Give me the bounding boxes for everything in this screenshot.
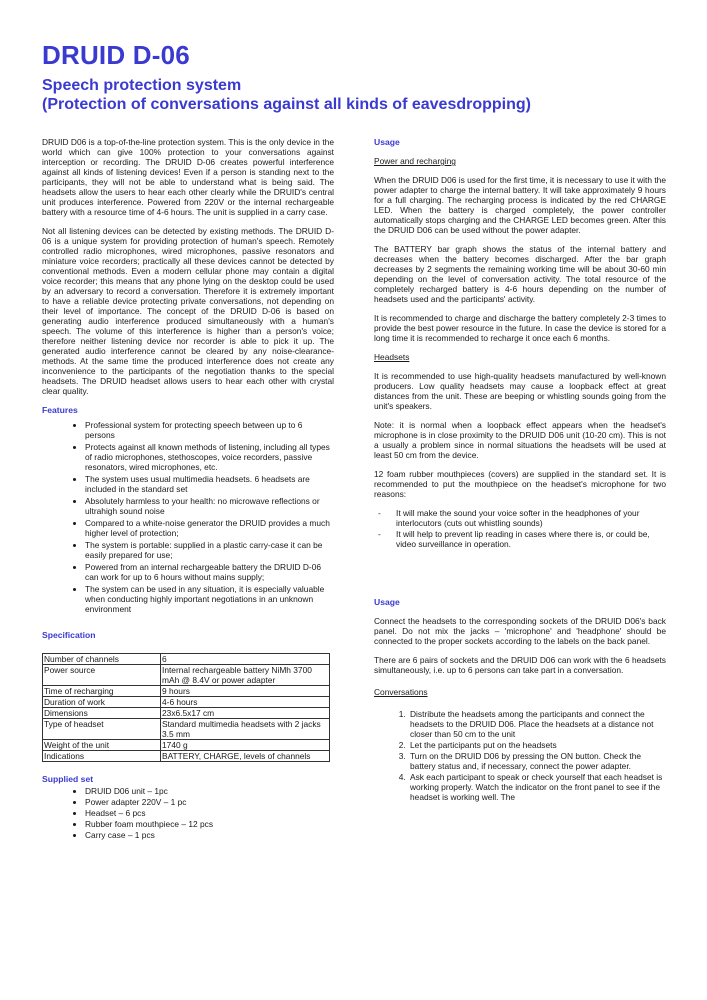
document-title: DRUID D-06 xyxy=(42,40,190,70)
spec-row xyxy=(43,751,330,762)
document-subtitle xyxy=(42,76,531,114)
feature-item: • Compared to a white-noise generator the DRUID provides a much higher level of protection; xyxy=(85,518,334,538)
spec-row xyxy=(43,719,330,740)
spec-value: 4-6 hours xyxy=(161,697,330,708)
spec-row xyxy=(43,686,330,697)
spec-value: 23x6.5x17 cm xyxy=(161,708,330,719)
conversation-step: 4. Ask each participant to speak or check yourself that each headset is working properly. Watch the indicator on the front panel to see if the headset is working well. The xyxy=(408,772,666,802)
usage-heading: Usage xyxy=(374,137,400,147)
spec-key: Power source xyxy=(43,665,161,686)
feature-item: • Powered from an internal rechargeable battery the DRUID D-06 can work for up to 6 hours without mains supply; xyxy=(85,562,334,582)
specification-heading: Specification xyxy=(42,630,96,640)
feature-item: • Professional system for protecting speech between up to 6 persons xyxy=(85,420,334,440)
connection-paragraph-1: Connect the headsets to the corresponding sockets of the DRUID D06's back panel. Do not mix the jacks – 'microphone' and 'headphone' should be connected to the proper sockets according to the labels on the back panel. xyxy=(374,616,666,646)
headsets-heading: Headsets xyxy=(374,352,410,362)
features-list xyxy=(42,420,334,614)
conversation-step: 1. Distribute the headsets among the participants and connect the headsets to the DRUID D06. Place the headsets at a distance not closer than 50 cm to the unit xyxy=(408,709,666,739)
spec-row xyxy=(43,665,330,686)
reason-item: - It will make the sound your voice softer in the headphones of your interlocutors (cuts out whistling sounds) xyxy=(374,508,666,528)
power-paragraph-1: When the DRUID D06 is used for the first time, it is necessary to use it with the power adapter to charge the internal battery. It will take approximately 9 hours for a full charging. The recharging process is indicated by the red CHARGE LED. When the battery is charged completely, the power controller automatically stops charging and the CHARGE LED becomes green. After this the DRUID D06 can be used without the power adapter. xyxy=(374,175,666,235)
spec-row xyxy=(43,697,330,708)
headsets-paragraph-2: Note: it is normal when a loopback effect appears when the headset's microphone is in close proximity to the DRUID D06 unit (10-20 cm). This is not a usually a problem since in normal situations the headsets will be used at least 50 cm from the device. xyxy=(374,420,666,460)
spec-row xyxy=(43,708,330,719)
features-heading: Features xyxy=(42,405,78,415)
spec-value: Internal rechargeable battery NiMh 3700 mAh @ 8.4V or power adapter xyxy=(161,665,330,686)
power-paragraph-2: The BATTERY bar graph shows the status of the internal battery and decreases when the battery becomes discharged. After the bar graph decreases by 2 segments the remaining working time will be about 30-60 min depending on the level of conversation activity. The total resource of the completely recharged battery is 4-6 hours depending on the number of headsets used and the participants' activity. xyxy=(374,244,666,304)
power-recharging-heading: Power and recharging xyxy=(374,156,456,166)
spec-row xyxy=(43,740,330,751)
supplied-item: • DRUID D06 unit – 1pc xyxy=(85,786,334,796)
conversation-steps-list xyxy=(374,709,666,802)
spec-row xyxy=(43,654,330,665)
headsets-paragraph-3: 12 foam rubber mouthpieces (covers) are supplied in the standard set. It is recommended to put the mouthpiece on the headset's microphone for two reasons: xyxy=(374,469,666,499)
spec-key: Type of headset xyxy=(43,719,161,740)
intro-paragraph-2: Not all listening devices can be detected by existing methods. The DRUID D-06 is a unique system for providing protection of human's speech. Remotely controlled radio microphones, wired microphones, passive resonators and miniature voice recorders; practically all these devices cannot be detected by conventional methods. Even a modern cellular phone may contain a digital voice recorder; this means that any phone lying on the desktop could be used by an adversary to record a conversation. Therefore it is extremely important to have a reliable device protecting private conversations, not depending on their level of importance. The concept of the DRUID D-06 is based on generating audio interference produced simultaneously with a human's speech. The volume of this interference is higher than a person's voice; therefore neither listening device nor recorder is able to pick it up. The generated audio interference cannot be cleared by any noise-clearance-methods. At the same time the produced interference does not create any inconvenience to the participants of the negotiation thanks to the special headsets. The DRUID headset allows users to hear each other with crystal clear quality. xyxy=(42,226,334,396)
supplied-item: • Headset – 6 pcs xyxy=(85,808,334,818)
feature-item: • Absolutely harmless to your health: no microwave reflections or ultrahigh sound noise xyxy=(85,496,334,516)
spec-key: Time of recharging xyxy=(43,686,161,697)
spec-value: 1740 g xyxy=(161,740,330,751)
spec-value: 6 xyxy=(161,654,330,665)
reason-item: - It will help to prevent lip reading in cases where there is, or could be, video surveillance in operation. xyxy=(374,529,666,549)
spec-key: Number of channels xyxy=(43,654,161,665)
left-column xyxy=(42,137,334,841)
usage-connection-heading: Usage xyxy=(374,597,400,607)
feature-item: • Protects against all known methods of listening, including all types of radio microphones, stethoscopes, voice recorders, passive resonators, wired microphones, etc. xyxy=(85,442,334,472)
connection-paragraph-2: There are 6 pairs of sockets and the DRUID D06 can work with the 6 headsets simultaneously, i.e. up to 6 persons can take part in a conversation. xyxy=(374,655,666,675)
supplied-item: • Carry case – 1 pcs xyxy=(85,830,334,840)
spec-value: Standard multimedia headsets with 2 jacks 3.5 mm xyxy=(161,719,330,740)
spec-key: Duration of work xyxy=(43,697,161,708)
conversation-step: 3. Turn on the DRUID D06 by pressing the ON button. Check the battery status and, if necessary, connect the power adapter. xyxy=(408,751,666,771)
spec-key: Dimensions xyxy=(43,708,161,719)
conversations-heading: Conversations xyxy=(374,687,428,697)
conversation-step: 2. Let the participants put on the headsets xyxy=(408,740,666,750)
intro-paragraph-1: DRUID D06 is a top-of-the-line protection system. This is the only device in the world which can give 100% protection to your conversations against interception or recording. The DRUID D-06 creates powerful interference against all kinds of listening devices! Even if a person is standing next to the participants, they will not be able to understand what is being said. The headsets allow the users to hear each other clearly while the DRUID's central unit produces interference. Powered from 220V or the internal rechargeable battery with a resource time of 4-6 hours. The unit is supplied in a carry case. xyxy=(42,137,334,217)
power-paragraph-3: It is recommended to charge and discharge the battery completely 2-3 times to provide the best power resource in the future. In case the device is stored for a long time it is recommended to recharge it once each 6 months. xyxy=(374,313,666,343)
mouthpiece-reasons-list xyxy=(374,508,666,549)
feature-item: • The system uses usual multimedia headsets. 6 headsets are included in the standard set xyxy=(85,474,334,494)
supplied-set-heading: Supplied set xyxy=(42,774,94,784)
supplied-item: • Rubber foam mouthpiece – 12 pcs xyxy=(85,819,334,829)
supplied-set-list xyxy=(42,786,334,840)
right-column xyxy=(374,137,666,803)
spec-key: Indications xyxy=(43,751,161,762)
specification-table xyxy=(42,653,330,762)
subtitle-line-1: Speech protection system xyxy=(42,77,242,94)
spec-key: Weight of the unit xyxy=(43,740,161,751)
headsets-paragraph-1: It is recommended to use high-quality headsets manufactured by well-known producers. Low quality headsets may cause a loopback effect at great distances from the unit. These are beeping or whistling sounds going from the unit's speakers. xyxy=(374,371,666,411)
feature-item: • The system can be used in any situation, it is especially valuable when conducting highly important negotiations in an unknown environment xyxy=(85,584,334,614)
supplied-item: • Power adapter 220V – 1 pc xyxy=(85,797,334,807)
spec-value: BATTERY, CHARGE, levels of channels xyxy=(161,751,330,762)
subtitle-line-2: (Protection of conversations against all kinds of eavesdropping) xyxy=(42,96,531,113)
feature-item: • The system is portable: supplied in a plastic carry-case it can be easily prepared for use; xyxy=(85,540,334,560)
spec-value: 9 hours xyxy=(161,686,330,697)
